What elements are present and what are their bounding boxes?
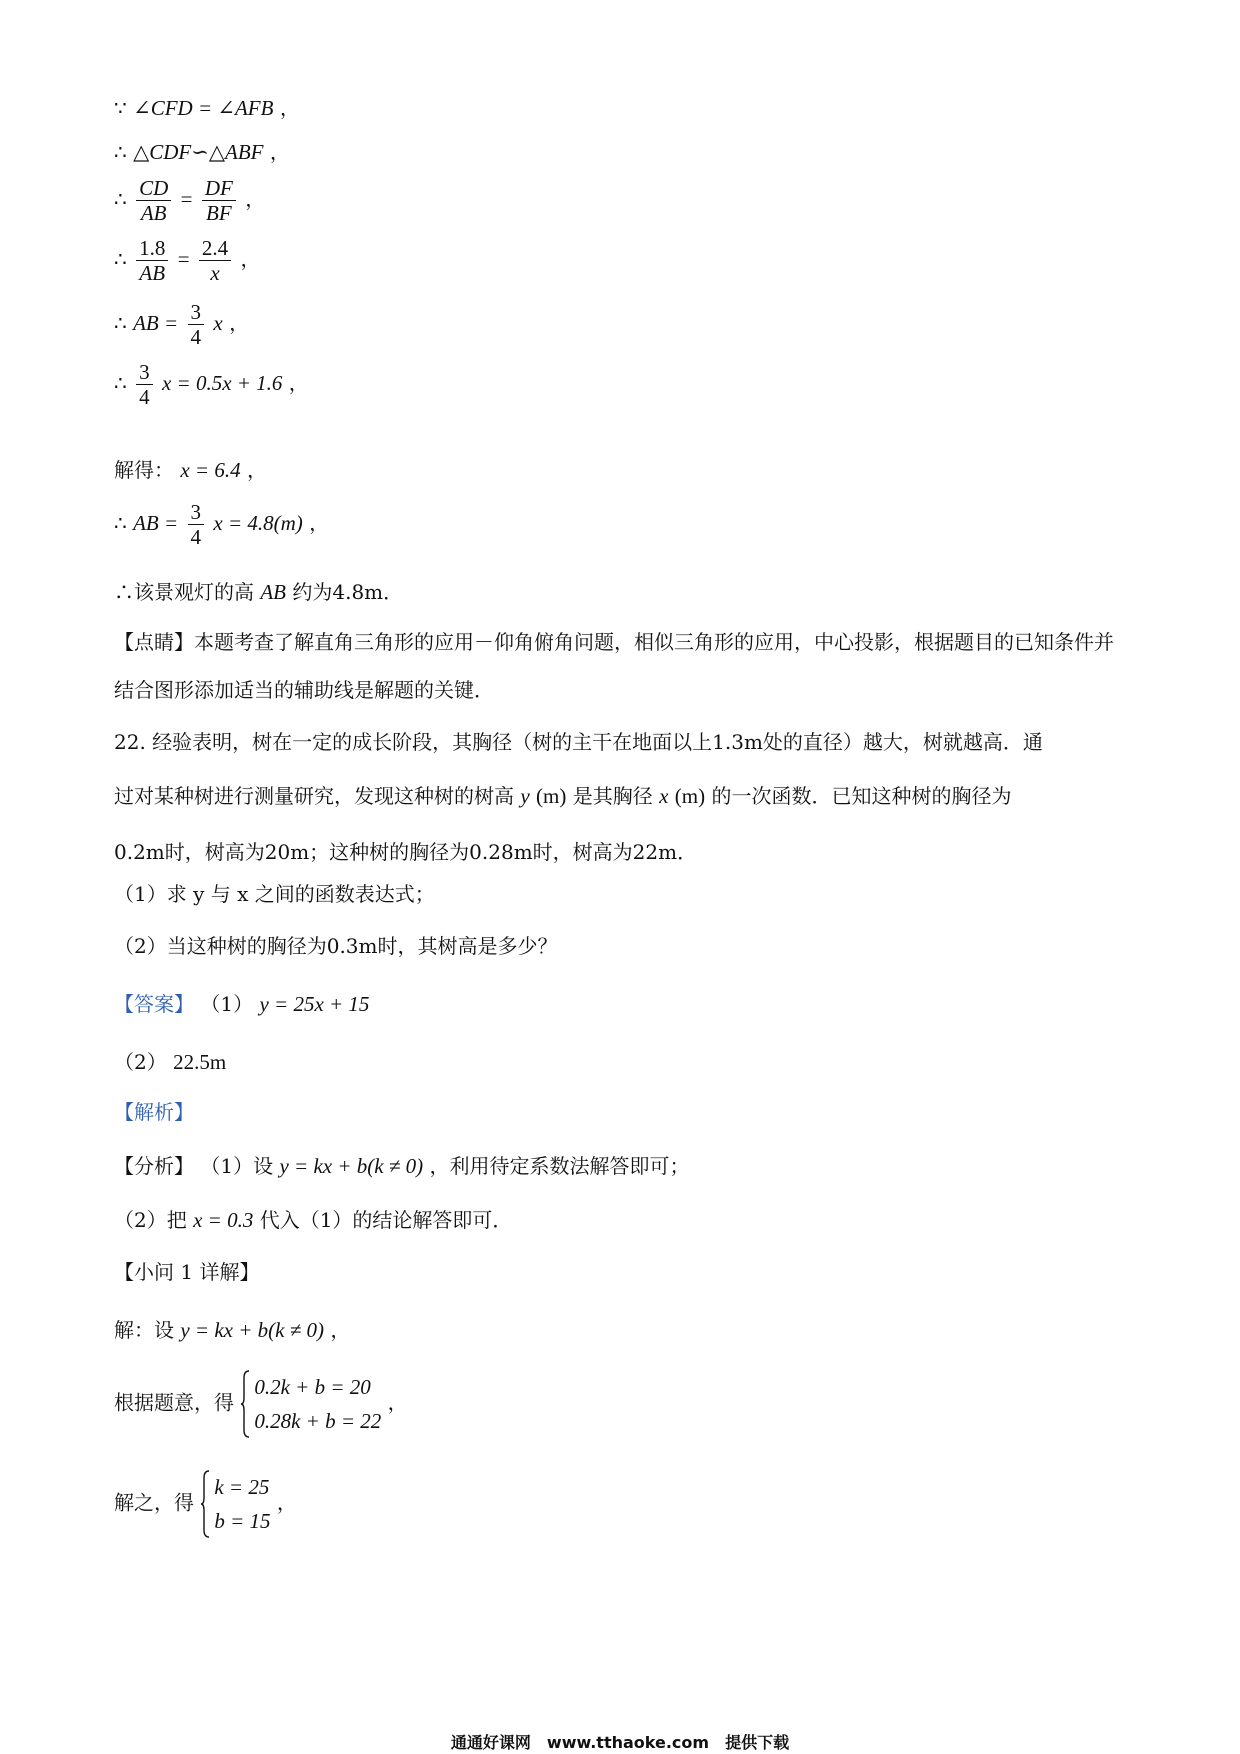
step-ratio-values: [114, 236, 261, 285]
solution-row: k = 25: [214, 1475, 270, 1499]
numerator: 3: [188, 300, 205, 325]
linear-form: y = kx + b(k ≠ 0): [279, 1154, 424, 1178]
denominator: 4: [190, 325, 202, 349]
step-ab-expression: [114, 300, 249, 349]
equation-system: [240, 1370, 381, 1438]
punct: ，: [330, 1318, 351, 1342]
analysis-text: 代入（1）的结论解答即可．: [259, 1208, 513, 1232]
fraction-1.8-ab: [136, 236, 168, 285]
conclusion-text: ∴该景观灯的高: [114, 580, 254, 604]
because-symbol: ∵: [114, 96, 127, 120]
analysis-text: （1）设: [200, 1154, 274, 1178]
var-y: y: [520, 784, 530, 808]
denominator: 4: [139, 385, 150, 409]
lhs: AB =: [133, 511, 179, 535]
punct: ，: [276, 1490, 297, 1515]
detail-system-1: [114, 1370, 408, 1438]
numerator: DF: [202, 176, 236, 201]
ab-symbol: AB: [260, 580, 287, 604]
denominator: x: [210, 261, 220, 285]
answer-line1: [114, 990, 369, 1018]
fraction-df-bf: [202, 176, 236, 225]
punct: ，: [387, 1390, 408, 1415]
step-equation: [114, 360, 309, 409]
rhs: x: [213, 311, 223, 335]
detail-label: 【小问 1 详解】: [114, 1260, 260, 1284]
analysis-line1: [114, 1152, 689, 1180]
equation-row: 0.28k + b = 22: [254, 1409, 382, 1433]
q22-text-c: 的一次函数．已知这种树的胸径为: [711, 784, 1012, 808]
numerator: 1.8: [136, 236, 168, 261]
answer-1: y = 25x + 15: [259, 992, 370, 1016]
similarity-statement: △CDF∽△ABF: [133, 140, 264, 164]
punct: ，: [229, 311, 250, 335]
equals-sign: =: [177, 247, 190, 271]
step-solve-x: [114, 456, 267, 484]
rhs: x = 4.8(m): [213, 511, 303, 535]
punct: ，: [240, 247, 261, 271]
page-footer: 通通好课网 www.tthaoke.com 提供下载: [450, 1733, 790, 1752]
x-value: x = 6.4: [180, 458, 241, 482]
solution-system: [200, 1470, 270, 1538]
q22-text-a: 过对某种树进行测量研究，发现这种树的树高: [114, 784, 514, 808]
answer-2: 22.5m: [173, 1050, 227, 1074]
analysis-text: （2）把: [114, 1208, 187, 1232]
numerator: 3: [188, 500, 205, 525]
q22-text-b: 是其胸径: [572, 784, 653, 808]
answer-2-prefix: （2）: [114, 1050, 167, 1074]
step-ab-value: [114, 500, 329, 549]
therefore-symbol: ∴: [114, 371, 127, 395]
punct: ，: [246, 458, 267, 482]
analysis-label: 【解析】: [114, 1100, 194, 1124]
var-x: x: [659, 784, 669, 808]
punct: ，: [279, 96, 300, 120]
punct: ，: [288, 371, 309, 395]
therefore-symbol: ∴: [114, 247, 127, 271]
left-brace-icon: [200, 1470, 210, 1538]
fraction-3-4: [136, 360, 153, 409]
numerator: CD: [136, 176, 171, 201]
question-22-line2: [114, 782, 1011, 810]
detail-text: 根据题意，得: [114, 1390, 234, 1415]
question-22-line3: 0.2m时，树高为20m；这种树的胸径为0.28m时，树高为22m．: [114, 840, 698, 864]
answer-label: 【答案】: [114, 992, 194, 1016]
detail-text: 解：设: [114, 1318, 174, 1342]
step-angle-equal: [114, 94, 300, 122]
fraction-2.4-x: [199, 236, 231, 285]
question-22-sub2: （2）当这种树的胸径为0.3m时，其树高是多少？: [114, 934, 558, 958]
conclusion-text-end: 约为4.8m．: [292, 580, 404, 604]
detail-line1: [114, 1316, 350, 1344]
key-point-comment: 【点睛】本题考查了解直角三角形的应用－仰角俯角问题，相似三角形的应用，中心投影，根据题目的已知条件并结合图形添加适当的辅助线是解题的关键．: [114, 630, 1114, 702]
punct: ，: [309, 511, 330, 535]
fraction-3-4: [188, 300, 205, 349]
denominator: AB: [139, 261, 166, 285]
analysis-tag: 【分析】: [114, 1154, 194, 1178]
step-similar-triangles: [114, 138, 290, 166]
question-22-sub1: （1）求 y 与 x 之间的函数表达式；: [114, 882, 435, 906]
linear-form: y = kx + b(k ≠ 0): [180, 1318, 324, 1342]
therefore-symbol: ∴: [114, 187, 127, 211]
analysis-text: ，利用待定系数法解答即可；: [429, 1154, 690, 1178]
numerator: 3: [136, 360, 153, 385]
detail-system-2: [114, 1470, 297, 1538]
left-brace-icon: [240, 1370, 250, 1438]
x-substitution: x = 0.3: [193, 1208, 254, 1232]
denominator: 4: [190, 525, 202, 549]
punct: ，: [269, 140, 290, 164]
answer-line2: [114, 1048, 226, 1076]
punct: ，: [245, 187, 266, 211]
therefore-symbol: ∴: [114, 311, 127, 335]
step-ratio: [114, 176, 265, 225]
therefore-symbol: ∴: [114, 140, 127, 164]
answer-1-prefix: （1）: [200, 992, 254, 1016]
fraction-3-4: [188, 500, 205, 549]
numerator: 2.4: [199, 236, 231, 261]
therefore-symbol: ∴: [114, 511, 127, 535]
equation-row: 0.2k + b = 20: [254, 1375, 371, 1399]
equals-sign: =: [180, 187, 193, 211]
fraction-cd-ab: [136, 176, 171, 225]
angle-equation: ∠CFD = ∠AFB: [133, 96, 274, 120]
question-22-line1: 22. 经验表明，树在一定的成长阶段，其胸径（树的主干在地面以上1.3m处的直径）越大，树就越高．通: [114, 730, 1043, 754]
solution-row: b = 15: [214, 1509, 271, 1533]
detail-text: 解之，得: [114, 1490, 194, 1515]
analysis-line2: [114, 1206, 512, 1234]
denominator: BF: [206, 201, 232, 225]
denominator: AB: [140, 201, 167, 225]
rhs: x = 0.5x + 1.6: [161, 371, 283, 395]
lhs: AB =: [133, 311, 179, 335]
step-conclusion: [114, 578, 403, 606]
unit-m: (m): [674, 784, 706, 808]
unit-m: (m): [536, 784, 567, 808]
solve-label: 解得：: [114, 458, 174, 482]
